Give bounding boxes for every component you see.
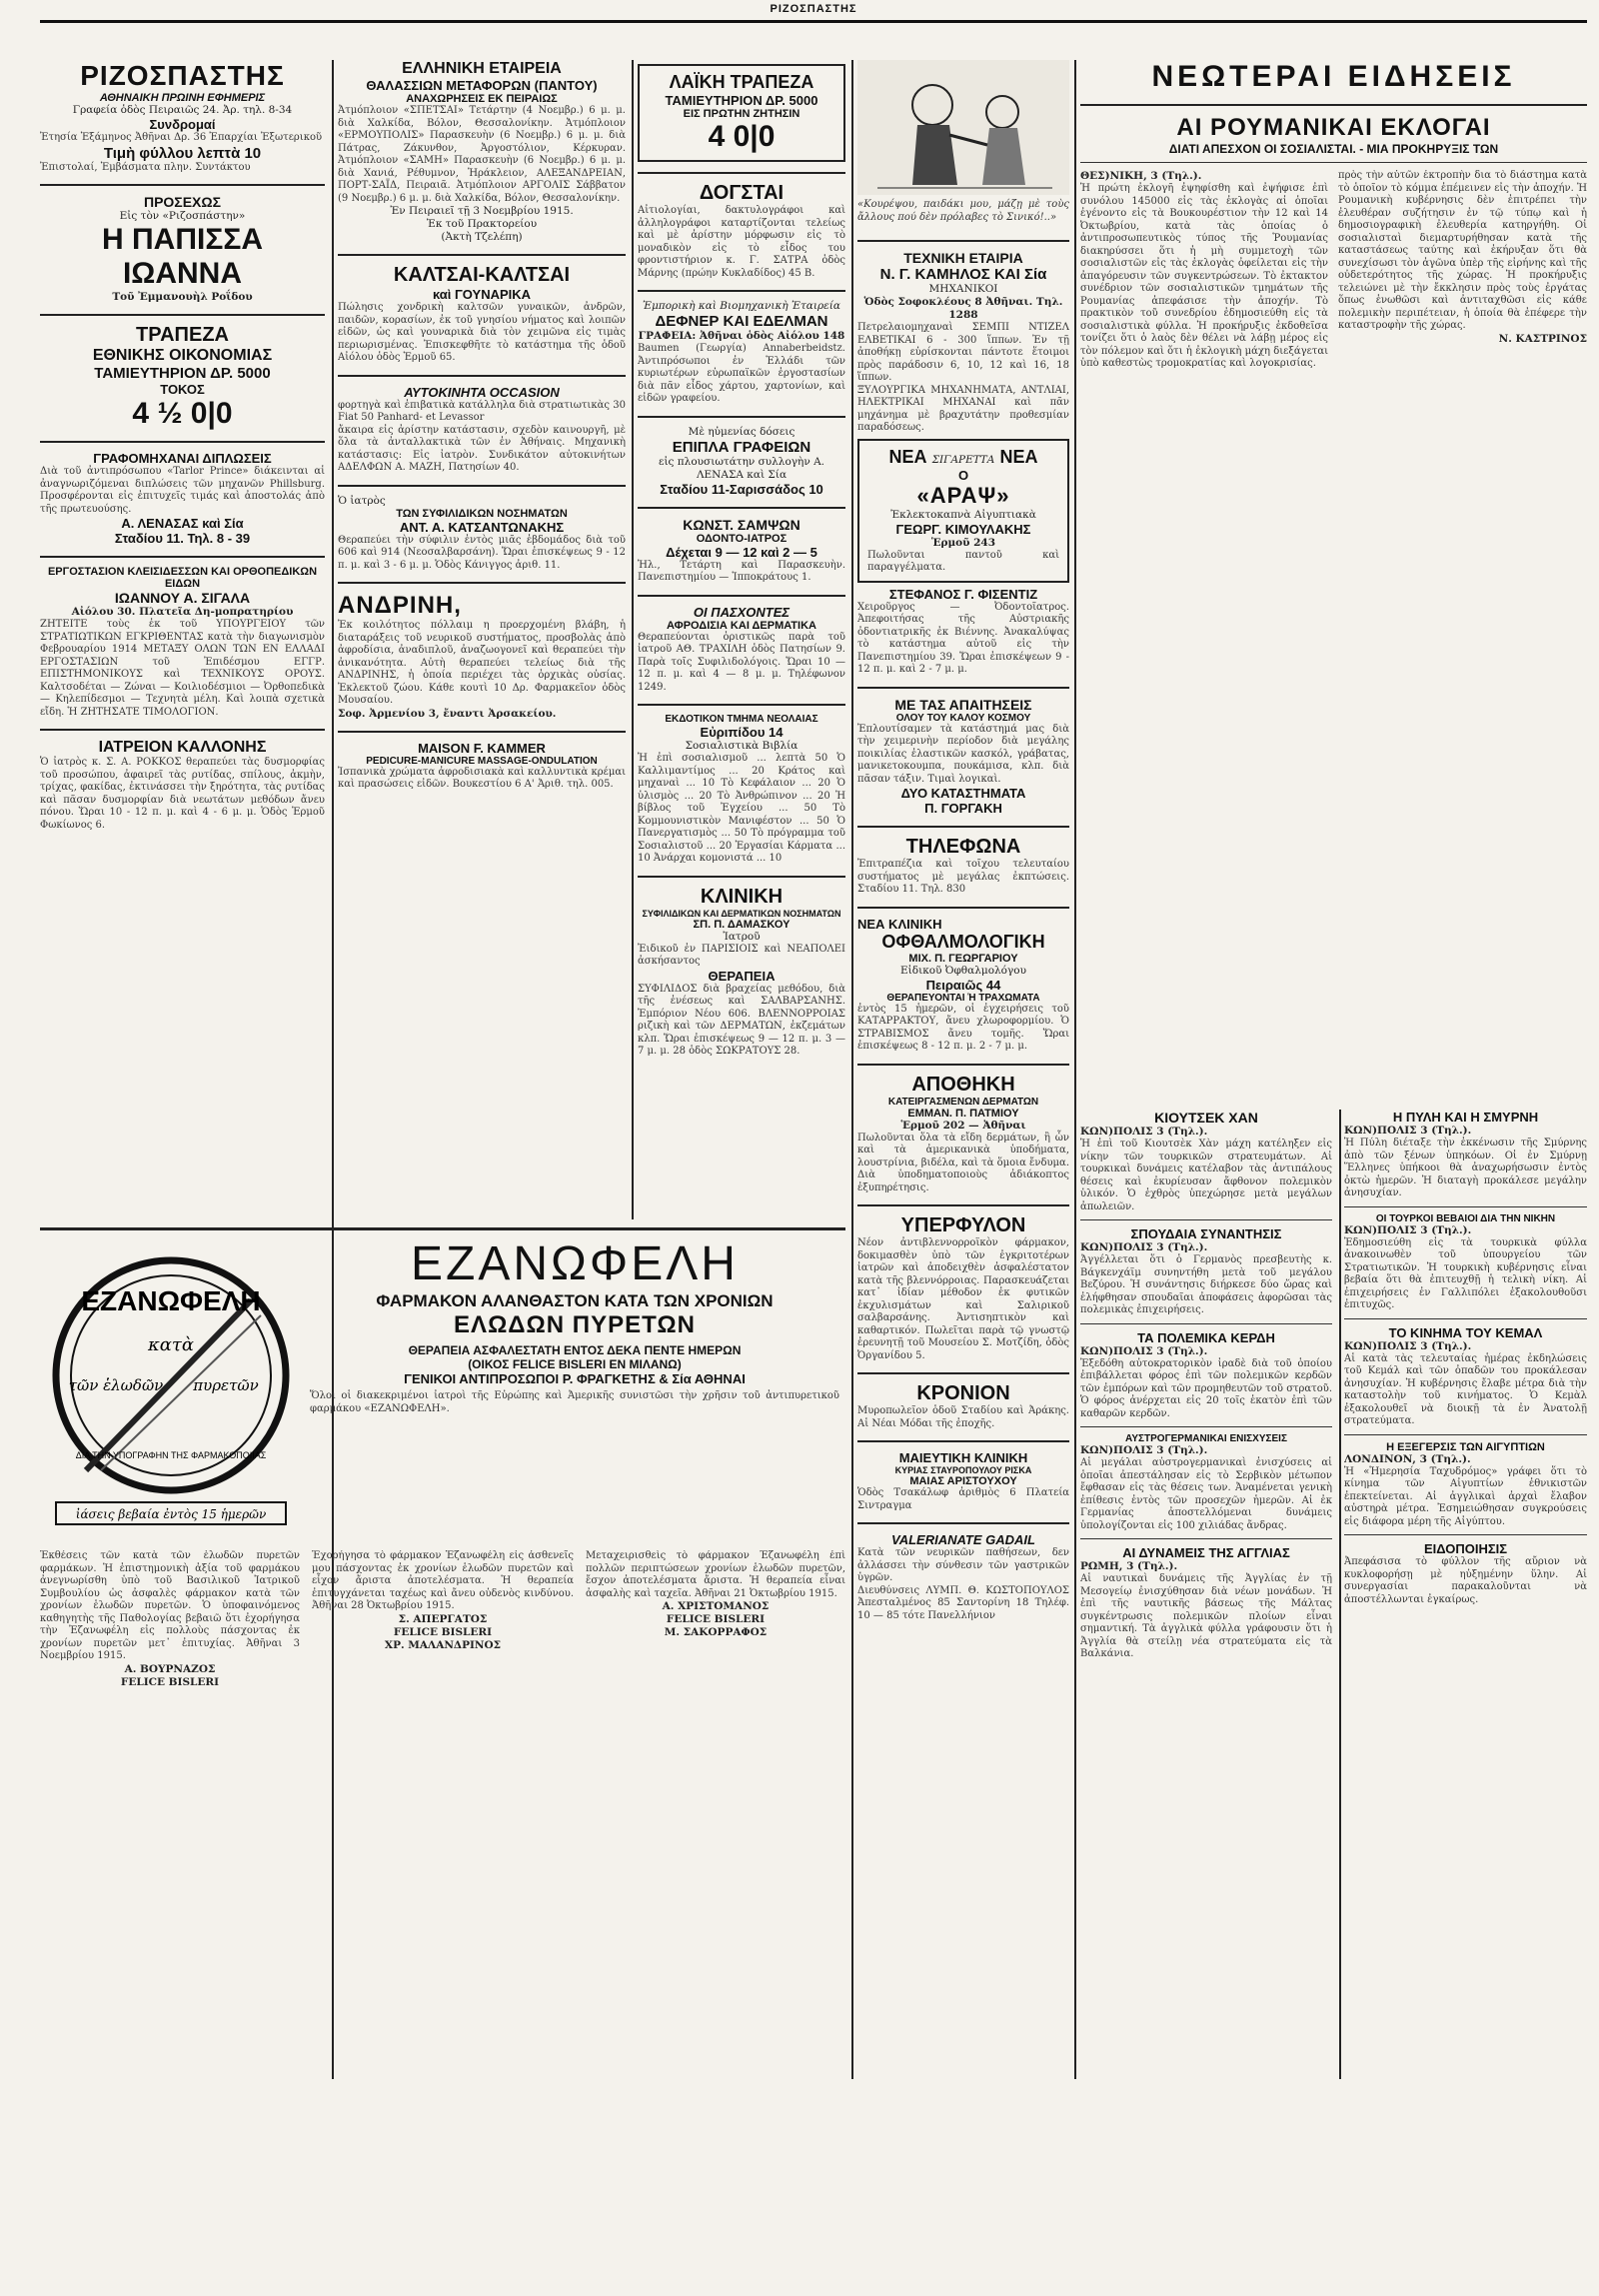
ortho-title: ΕΡΓΟΣΤΑΣΙΟΝ ΚΛΕΙΣΙΔΕΣΣΩΝ ΚΑΙ ΟΡΘΟΠΕΔΙΚΩΝ ΕΙΔΩΝ <box>47 566 318 590</box>
subscriptions-title: Συνδρομαί <box>149 117 216 132</box>
auto-text: φορτηγὰ καὶ ἐπιβατικὰ κατάλληλα διὰ στρατιωτικὰς 30 Fiat 50 Panhard- et Levassor <box>338 399 626 423</box>
column-3 <box>638 60 845 1219</box>
shoes-address: Ἑρμοῦ 202 — Ἀθῆναι <box>900 1119 1026 1132</box>
arapis-new: ΝΕΑ <box>888 446 927 467</box>
shipping-text: Ἀτμόπλοιον «ΣΠΕΤΣΑΙ» Τετάρτην (4 Νοεμβρ.) 6 μ. μ. διὰ Χαλκίδα, Βόλον, Θεσσαλονίκην. Ἀτμόπλοιον «ΕΡΜΟΥΠΟΛΙΣ» Παρασκευὴν (6 Νοεμβρ.) 6 μ. μ. διὰ Πάτρας, Ζάκυνθον, Ἀργοστόλιον, Κέρκυραν. Ἀτμόπλοιον «ΣΑΜΗ» Παρασκευὴν (6 Νοεμβρ.) 6 μ. μ. διὰ Χανιά, Ρέθυμνον, Ἡράκλειον, ΑΛΕΞΑΝΔΡΕΙΑΝ, ΠΟΡΤ-ΣΑΪΔ, Πειραιᾶ. Ἀτμόπλοιον ΑΡΓΟΛΙΣ Σάββατον (9 Νοεμβρ.) 6 μ. μ. διὰ Χαλκίδα, Βόλον, Θεσσαλονίκην. <box>338 105 626 204</box>
dentist-address: Ἡλ., Τετάρτη καὶ Παρασκευὴν. Πανεπιστημίου — Ἱπποκράτους 1. <box>638 559 845 583</box>
ezan-bottom-b-sign: Σ. ΑΠΕΡΓΑΤΟΣ <box>398 1612 488 1625</box>
eye-title: ΟΦΘΑΛΜΟΛΟΓΙΚΗ <box>881 931 1045 952</box>
ezan-line2: ΕΛΩΔΩΝ ΠΥΡΕΤΩΝ <box>454 1311 696 1338</box>
kiosk-text: Ἡ ἐπὶ τοῦ Κιουτσὲκ Χὰν μάχη κατέληξεν εἰς νίκην τῶν τουρκικῶν στρατευμάτων. Αἱ τουρκικαὶ δυνάμεις κατέλαβον τὰς ἀντιπάλους θέσεις καὶ ἐκυρίευσαν ἄφθονον πολεμικὸν ὑλικόν. Ὁ ἐχθρὸς ὑπεχώρησε μετὰ μεγάλων ἀπωλειῶν. <box>1080 1139 1332 1212</box>
column-1 <box>40 60 325 1219</box>
news-header: ΝΕΩΤΕΡΑΙ ΕΙΔΗΣΕΙΣ <box>1151 60 1516 93</box>
shoes-sub: ΚΑΤΕΙΡΓΑΣΜΕΝΩΝ ΔΕΡΜΑΤΩΝ <box>887 1096 1039 1108</box>
typewriters-text: Διὰ τοῦ ἀντιπρόσωπου «Tarlor Prince» διάκεινται αἱ ἀναγνωριζόμεναι διπλώσεις τῶν μηχανῶν Phillsburg. Προσφέρονται εἰς ἐπιτυχεῖς τιμάς καὶ ἀποστολάς ἀπὸ τῆς πρωτευούσης. <box>40 466 325 515</box>
books-sub: Εὐριπίδου 14 <box>700 725 784 740</box>
gate-text: Ἡ Πύλη διέταξε τὴν ἐκκένωσιν τῆς Σμύρνης ἀπὸ τῶν ξένων ὑπηκόων. Οἱ ἐν Σμύρνῃ Ἕλληνες ὑπήκοοι θὰ ἀναχωρήσωσιν ἐντὸς ὀκτὼ ἡμερῶν. Ἡ διαταγὴ προκάλεσε μεγάλην ἀνησυχίαν. <box>1344 1138 1587 1198</box>
phones-title: ΤΗΛΕΦΩΝΑ <box>905 836 1021 858</box>
price: Τιμὴ φύλλου λεπτὰ 10 <box>103 144 262 162</box>
shipping-sign: Ἐκ τοῦ Πρακτορείου <box>426 218 538 230</box>
main-article-left <box>1080 170 1328 1065</box>
powers-dateline: ΡΩΜΗ, 3 (Τηλ.). <box>1080 1560 1178 1572</box>
ezan-testimonial-c <box>586 1550 845 2020</box>
cartoon-image <box>857 60 1069 195</box>
kammer-sub: PEDICURE-MANICURE MASSAGE-ONDULATION <box>366 755 598 767</box>
demands-title: ΜΕ ΤΑΣ ΑΠΑΙΤΗΣΕΙΣ <box>894 696 1032 713</box>
notice-title: ΠΡΟΣΕΧΩΣ <box>143 194 222 210</box>
clinic-therapy: ΘΕΡΑΠΕΙΑ <box>708 968 776 984</box>
clinic-role: Ἰατροῦ <box>723 930 761 943</box>
kiosk-title: ΚΙΟΥΤΣΕΚ ΧΑΝ <box>1154 1110 1258 1126</box>
kammer-title: MAISON F. KAMMER <box>418 740 546 756</box>
novel-author: Τοῦ Ἐμμανουὴλ Ροΐδου <box>112 291 253 303</box>
bank-rate: 4 ½ 0|0 <box>132 397 233 430</box>
books-sub2: Σοσιαλιστικὰ Βιβλία <box>685 740 799 752</box>
ortho-text: ΖΗΤΕΙΤΕ τοὺς ἐκ τοῦ ΥΠΟΥΡΓΕΙΟΥ τῶν ΣΤΡΑΤΙΩΤΙΚΩΝ ΕΓΚΡΙΘΕΝΤΑΣ κατὰ τὴν διαγωνισμὸν Φεβρουαρίου 1914 ΜΕΤΑΞΥ ΟΛΩΝ ΤΩΝ ΕΝ ΕΛΛΑΔΙ ΕΡΓΟΣΤΑΣΙΩΝ τοῦ Ἐπιδέσμου ΕΓΓΡ. ΕΠΙΣΤΗΜΟΝΙΚΟΥΣ καὶ ΤΕΧΝΙΚΟΥΣ ΟΡΟΥΣ. Καλτσοδέται — Ζώναι — Κοιλιοδέσμιοι — Ὀρθοπεδικὰ — Κηλεπίδεσμοι — Τεχνητὰ μέλη. Καὶ λοιπὰ σχετικὰ εἴδη. Ἡ ΖΗΤΗΣΑΤΕ ΤΙΜΟΛΟΓΙΟΝ. <box>40 619 325 718</box>
price-note: Ἐπιστολαί, Ἐμβάσματα πλην. Συντάκτου <box>40 161 251 173</box>
clinic-doctor: ΣΠ. Π. ΔΑΜΑΣΚΟΥ <box>693 918 791 931</box>
powers-title: ΑΙ ΔΥΝΑΜΕΙΣ ΤΗΣ ΑΓΓΛΙΑΣ <box>1122 1545 1290 1560</box>
tech-text: Πετρελαιομηχαναὶ ΣΕΜΠΙ ΝΤΙΖΕΛ ΕΛΒΕΤΙΚΑΙ 6 - 300 ἵππων. Ἐν τῇ ἀποθήκῃ εὑρίσκονται πάντοτε ἕτοιμοι πρὸς παράδοσιν 6, 10, 12 καὶ 16, 18 ἵππων. <box>857 322 1069 383</box>
ezan-testimonial-b <box>312 1550 574 2020</box>
arapis-o: Ο <box>957 467 969 483</box>
egypt-text: Ἡ «Ἡμερησία Ταχυδρόμος» γράφει ὅτι τὸ κίνημα τῶν Αἰγυπτίων ἐθνικιστῶν ἐπεκτείνεται. Αἱ ἀγγλικαὶ ἀρχαὶ ἔλαβον αὐστηρὰ μέτρα. Ἐσημειώθησαν συγκρούσεις εἰς διάφορα μέρη τῆς Αἰγύπτου. <box>1344 1465 1587 1527</box>
sickness-title: Ὁ ἰατρὸς <box>338 494 386 507</box>
furniture-text: εἰς πλουσιωτάτην συλλογὴν Α. ΛΕΝΑΣΑ καὶ Σία <box>659 455 824 481</box>
tech-text2: ΞΥΛΟΥΡΓΙΚΑ ΜΗΧΑΝΗΜΑΤΑ, ΑΝΤΛΙΑΙ, ΗΛΕΚΤΡΙΚΑΙ ΜΗΧΑΝΑΙ καὶ πᾶν μηχάνημα μὲ βραχυτάτην προθεσμίαν παραδόσεως. <box>857 384 1069 433</box>
tech-address: Ὁδὸς Σοφοκλέους 8 Ἀθῆναι. Τηλ. 1288 <box>863 296 1063 321</box>
shipping-date: Ἐν Πειραιεῖ τῇ 3 Νοεμβρίου 1915. <box>390 205 574 217</box>
column-4 <box>857 60 1069 2079</box>
tech-name: Ν. Γ. ΚΑΜΗΛΟΣ ΚΑΙ Σία <box>879 266 1047 283</box>
phones-text: Ἐπιτραπέζια καὶ τοῖχου τελευταίου συστήματος μὲ μεγάλας ἐκπτώσεις. Σταδίου 11. Τηλ. 830 <box>857 859 1069 895</box>
meetings-text: Ἀγγέλλεται ὅτι ὁ Γερμανὸς πρεσβευτὴς κ. Βάγκενχάϊμ συνηντήθη μετὰ τοῦ μεγάλου Βεζύρου. Ἡ συνάντησις διήρκεσε δύο ὥρας καὶ ἐλήφθησαν σπουδαῖαι ἀποφάσεις ἀφορῶσαι τὰς πολεμικὰς ἐπιχειρήσεις. <box>1080 1254 1332 1315</box>
newspaper-page <box>40 0 1587 2296</box>
powers-text: Αἱ ναυτικαὶ δυνάμεις τῆς Ἀγγλίας ἐν τῇ Μεσογείῳ ἐνισχύθησαν διὰ νέων μονάδων. Ἡ ἐπὶ τῆς ναυτικῆς βάσεως τῆς Μάλτας συγκέντρωσις πολεμικῶν πλοίων εἶναι σημαντική. Τὰ ἀγγλικὰ φύλλα γράφουσιν ὅτι ἡ Ἀγγλία θὰ στείλῃ νέα στρατεύματα εἰς τὰ Βαλκάνια. <box>1080 1573 1332 1659</box>
paper-text: Baumen (Γεωργία) Annaberbeidstz. Ἀντιπρόσωποι ἐν Ἑλλάδι τῶν κυριωτέρων εὐρωπαϊκῶν ἐργοστασίων διὰ πᾶν εἶδος χάρτου, χαρτονίων, καὶ εἰδῶν γραφείου. <box>638 343 845 404</box>
austro-title: ΑΥΣΤΡΟΓΕΡΜΑΝΙΚΑΙ ΕΝΙΣΧΥΣΕΙΣ <box>1125 1433 1287 1444</box>
profits-title: ΤΑ ΠΟΛΕΜΙΚΑ ΚΕΡΔΗ <box>1137 1329 1275 1345</box>
arapis-new-2: ΝΕΑ <box>999 446 1038 467</box>
arapis-address: Ἑρμοῦ 243 <box>930 536 996 549</box>
turk-title: ΟΙ ΤΟΥΡΚΟΙ ΒΕΒΑΙΟΙ ΔΙΑ ΤΗΝ ΝΙΚΗΝ <box>1375 1212 1556 1224</box>
kronion-title: ΚΡΟΝΙΟΝ <box>916 1382 1010 1404</box>
dogstai-title: ΔΟΓΣΤΑΙ <box>699 182 785 204</box>
furniture-intro: Μὲ ηὐμενίας δόσεις <box>688 425 796 438</box>
bank-line: ΤΑΜΙΕΥΤΗΡΙΟΝ ΔΡ. 5000 <box>94 365 271 382</box>
maternity-doctor: ΜΑΙΑΣ ΑΡΙΣΤΟΥΧΟΥ <box>909 1475 1017 1487</box>
socks-text: Πώλησις χονδρικὴ καλτσῶν γυναικῶν, ἀνδρῶν, παιδῶν, κορασίων, ἐκ τοῦ γνησίου νήματος καὶ λοιπῶν εἰδῶν, ὡς καὶ γουναρικὰ διὰ τὸν χειμῶνα εἰς τιμὰς περιωρισμένας. Ἐπισκεφθῆτε τὸ κατάστημα τῆς ὁδοῦ Αἰόλου ὁδὸς Ἑρμοῦ 65. <box>338 302 626 363</box>
profits-dateline: ΚΩΝ)ΠΟΛΙΣ 3 (Τηλ.). <box>1080 1344 1208 1357</box>
ezan-logo-mid: κατὰ <box>147 1334 195 1355</box>
socks-sub: καὶ ΓΟΥΝΑΡΙΚΑ <box>432 287 532 302</box>
typewriters-phone: Σταδίου 11. Τηλ. 8 - 39 <box>114 531 251 546</box>
ezan-line5: ΓΕΝΙΚΟΙ ΑΝΤΙΠΡΟΣΩΠΟΙ Ρ. ΦΡΑΓΚΕΤΗΣ & Σία ΑΘΗΝΑΙ <box>404 1371 746 1386</box>
ezan-bottom-b-sign2: ΧΡ. ΜΑΛΑΝΔΡΙΝΟΣ <box>384 1638 502 1651</box>
notice-sub: Εἰς τὸν «Ριζοσπάστην» <box>119 210 246 222</box>
demands-sub: ΟΛΟΥ ΤΟΥ ΚΑΛΟΥ ΚΟΣΜΟΥ <box>895 712 1031 724</box>
column-5 <box>1080 60 1587 2079</box>
doctor-text: Ὁ ἰατρὸς κ. Σ. Α. ΡΟΚΚΟΣ θεραπεύει τὰς δυσμορφίας τοῦ προσώπου, ἀφαιρεῖ τὰς ρυτίδας, σπίλους, ἀκμὴν, τρίχας, φακίδας, ἐκτινάσσει τὴν ξηρότητα, τὰς ρυτίδας καὶ πᾶσαν δυσμορφίαν διὰ νεωτάτων μεθόδων ἄνευ πόνου. Ὥραι 10 - 12 π. μ. καὶ 4 - 6 μ. μ. Ὁδὸς Ἑρμοῦ Φωκίωνος 6. <box>40 757 325 831</box>
main-text-a: Ἡ πρώτη ἐκλογῆ ἐψηφίσθη καὶ ἐψήφισε ἐπὶ συνόλου 145000 εἰς τὰς ἐκλογὰς αἱ ὁποῖαι ἐγένοντο εἰς τὰ Βουκουρέστιον τὴν 12 καὶ 14 Ὀκτωβρίου, κατὰ τὰς ὁποίας ὁ ἀντιπροσωπευτικὸς τύπος τῆς Ῥουμανίας διακηρύσσει ὅτι ἡ μὴ συμμετοχὴ τῶν σοσιαλιστῶν εἰς τὰς ἐκλογὰς ὀφείλεται εἰς τὴν ἀπαγόρευσιν τῶν συγκεντρώσεων. Τὸ ἐκτακτον συνέδριον τῶν σοσιαλιστικῶν τμημάτων τῆς Ρουμανίας ἀπεφάσισε τὴν ἀποχήν. Τὸ πρακτικὸν τοῦ συνεδρίου ἐδημοσιεύθη εἰς τὰ σοσιαλιστικὰ φύλλα. Ἡ προκήρυξις ἐκδοθεῖσα τονίζει ὅτι ὁ λαὸς δὲν θέλει νὰ λάβῃ μέρος εἰς τὸν πόλεμον καὶ ὅτι ἡ ἐκλογικὴ μάχη διεξάγεται ὑπὸ καθεστὼς τρομοκρατίας καὶ λογοκρισίας. <box>1080 183 1328 369</box>
kronion-text: Μυροπωλεῖον ὁδοῦ Σταδίου καὶ Ἀράκης. Αἱ Νέαι Μόδαι τῆς ἐποχῆς. <box>857 1405 1069 1429</box>
tech-sub: ΜΗΧΑΝΙΚΟΙ <box>928 283 998 295</box>
tech-title: ΤΕΧΝΙΚΗ ΕΤΑΙΡΙΑ <box>903 250 1023 266</box>
shipping-title: ΕΛΛΗΝΙΚΗ ΕΤΑΙΡΕΙΑ <box>402 60 562 77</box>
subtitle: ΑΘΗΝΑΙΚΗ ΠΡΩΙΝΗ ΕΦΗΜΕΡΙΣ <box>99 92 266 104</box>
socks-title: ΚΑΛΤΣΑΙ-ΚΑΛΤΣΑΙ <box>393 264 571 286</box>
arapis-mid: ΣΙΓΑΡΕΤΤΑ <box>931 453 995 466</box>
news-left <box>1080 1110 1332 2069</box>
main-title: ΑΙ ΡΟΥΜΑΝΙΚΑΙ ΕΚΛΟΓΑΙ <box>1176 114 1491 141</box>
shoes-text: Πωλοῦνται ὅλα τὰ εἴδη δερμάτων, ἢ ὧν καὶ τὰ ἀμερικανικὰ ὑποδήματα, λουστρίνια, βιδέλα, καὶ τὰ ὅμοια ἔνδυμα. Διὰ ὑποδηματοποιοὺς ἀδιάκοπτος ἐξυπηρέτησις. <box>857 1132 1069 1193</box>
eye-address: Πειραιῶς 44 <box>925 977 1001 993</box>
dentist-name: ΣΤΕΦΑΝΟΣ Γ. ΦΙΣΕΝΤΙΖ <box>888 586 1038 602</box>
ezan-bisleri-c: FELICE BISLERI <box>666 1613 766 1625</box>
shoes-owner: ΕΜΜΑΝ. Π. ΠΑΤΜΙΟΥ <box>907 1107 1019 1120</box>
arapis-box <box>857 439 1069 583</box>
column-2 <box>338 60 626 1219</box>
column-rule <box>851 60 853 2079</box>
demands-stores: ΔΥΟ ΚΑΤΑΣΤΗΜΑΤΑ <box>900 786 1026 801</box>
column-rule <box>632 60 634 1219</box>
clinic-text2: ΣΥΦΙΛΙΔΟΣ διὰ βραχείας μεθόδου, διὰ τῆς ἐνέσεως καὶ ΣΑΛΒΑΡΣΑΝΗΣ. Ἐμπόριον Νέου 606. ΒΛΕΝΝΟΡΡΟΙΑΣ ριζικὴ καὶ τῶν ΔΕΡΜΑΤΩΝ, ἐκζεμάτων κλπ. Ὥραι ἐπισκέψεως 9 — 12 π. μ. 3 — 7 μ. μ. 28 ὁδὸς ΣΩΚΡΑΤΟΥΣ 28. <box>638 983 845 1057</box>
ezan-bottom-c-sign: Α. ΧΡΙΣΤΟΜΑΝΟΣ <box>662 1600 770 1612</box>
doctor-title: ΙΑΤΡΕΙΟΝ ΚΑΛΛΟΝΗΣ <box>98 739 267 756</box>
bank-sub: ΕΙΣ ΠΡΩΤΗΝ ΖΗΤΗΣΙΝ <box>683 108 800 120</box>
sickness-doctor: ΑΝΤ. Α. ΚΑΤΣΑΝΤΩΝΑΚΗΣ <box>399 519 565 535</box>
meetings-title: ΣΠΟΥΔΑΙΑ ΣΥΝΑΝΤΗΣΙΣ <box>1130 1226 1282 1241</box>
sickness-text: Θεραπεύει τὴν σύφιλιν ἐντὸς μιᾶς ἑβδομάδος διὰ τοῦ 606 καὶ 914 (Νεοσαλβαρσάνη). Ὥραι ἐπισκέψεως 9 - 12 π. μ. καὶ 3 - 6 μ. μ. Ὁδὸς Κάνιγγος ἀριθ. 11. <box>338 534 626 571</box>
top-strip: ΡΙΖΟΣΠΑΣΤΗΣ <box>40 0 1587 23</box>
val-text: Κατὰ τῶν νευρικῶν παθήσεων, δεν ἀλλάσσει τὴν σύνθεσιν τῶν γαστρικῶν ὑγρῶν. <box>857 1547 1069 1583</box>
ezan-bottom-c-sign2: Μ. ΣΑΚΟΡΡΑΦΟΣ <box>664 1626 768 1638</box>
hyper-text: Νέον ἀντιβλεννορροϊκὸν φάρμακον, δοκιμασθὲν ὑπὸ τῶν ἐγκριτοτέρων ἰατρῶν καὶ ἀποδειχθὲν ἀσφαλέστατον κατὰ τῆς βλεννόρροιας. Παρασκευάζεται κατ᾽ ἰδίαν μέθοδον ἐκ φυτικῶν ἐκχυλισμάτων καὶ Σαλιρικοῦ σαλβαρσάνης. Ἀντισηπτικὸν καὶ καθαρτικόν. Πωλεῖται παρὰ τῷ γνωστῷ ἐρευνητῇ τοῦ Μουσείου Σ. Μοτζίδη, ὁδὸς Ὀργανίδου 5. <box>857 1237 1069 1361</box>
ezan-testimonial-a <box>40 1550 300 2020</box>
eye-role: Εἰδικοῦ Ὀφθαλμολόγου <box>900 964 1026 977</box>
eye-text: ἐντὸς 15 ἡμερῶν, οἱ ἐγχειρήσεις τοῦ ΚΑΤΑΡΡΑΚΤΟΥ, ἄνευ χλωροφορμίου. Ὁ ΣΤΡΑΒΙΣΜΟΣ ἄνευ τομῆς. Ὥραι ἐπισκέψεως 8 - 12 π. μ. 2 - 7 μ. μ. <box>857 1003 1069 1052</box>
kiosk-dateline: ΚΩΝ)ΠΟΛΙΣ 3 (Τηλ.). <box>1080 1126 1208 1138</box>
main-article-right <box>1338 170 1587 1065</box>
kemal-title: ΤΟ ΚΙΝΗΜΑ ΤΟΥ ΚΕΜΑΛ <box>1388 1324 1543 1340</box>
ezan-bisleri-b: FELICE BISLERI <box>393 1625 493 1638</box>
egypt-title: Η ΕΞΕΓΕΡΣΙΣ ΤΩΝ ΑΙΓΥΠΤΙΩΝ <box>1386 1440 1545 1453</box>
demands-owner: Π. ΓΟΡΓΑΚΗ <box>924 801 1002 816</box>
column-rule <box>1074 60 1076 2079</box>
bank-rate: 4 0|0 <box>708 120 776 153</box>
sickness-name: ΤΩΝ ΣΥΦΙΛΙΔΙΚΩΝ ΝΟΣΗΜΑΤΩΝ <box>396 507 568 520</box>
kemal-text: Αἱ κατὰ τὰς τελευταίας ἡμέρας ἐκδηλώσεις τοῦ Κεμάλ καὶ τῶν ὀπαδῶν του προκάλεσαν ἀνησυχίαν. Ἡ κυβέρνησις ἔλαβε μέτρα διὰ τὴν καταστολὴν τοῦ κινήματος. Ὁ Κεμὰλ ἐξακολουθεῖ νὰ διοικῇ τὰ ἐν Ἀνατολῇ στρατεύματα. <box>1344 1352 1587 1426</box>
austro-text: Αἱ μεγάλαι αὐστρογερμανικαὶ ἐνισχύσεις αἱ ὁποῖαι ἀπεστάλησαν εἰς τὸ Σερβικὸν μέτωπον ἔφθασαν εἰς τὰς θέσεις των. Ἀναμένεται γενικὴ ἐπίθεσις ἐντὸς τῶν προσεχῶν ἡμερῶν. Αἱ ἐκ Γερμανίας ἀποστελλόμεναι δυνάμεις ὑπολογίζονται εἰς 100 χιλιάδας ἄνδρας. <box>1080 1457 1332 1531</box>
cartoon <box>857 60 1069 230</box>
ezan-logo-right: πυρετῶν <box>193 1376 259 1394</box>
gate-title: Η ΠΥΛΗ ΚΑΙ Η ΣΜΥΡΝΗ <box>1392 1110 1539 1125</box>
venereal-title: ΟΙ ΠΑΣΧΟΝΤΕΣ <box>693 604 791 620</box>
notices-text: Ἀπεφάσισα τὸ φύλλον τῆς αὔριον νὰ κυκλοφορήσῃ μὲ ηὐξημένην ὕλην. Αἱ συνεργασίαι παρακαλοῦνται νὰ ἀποστέλλωνται ἐγκαίρως. <box>1344 1556 1587 1605</box>
bank-title: ΛΑΪΚΗ ΤΡΑΠΕΖΑ <box>669 72 814 92</box>
address: Γραφεία ὁδὸς Πειραιῶς 24. Ἀρ. τηλ. 8-34 <box>72 104 293 116</box>
maternity-address: Ὁδὸς Τσακάλωφ ἀριθμὸς 6 Πλατεία Σιντραγμα <box>857 1487 1069 1511</box>
dentist-text: Χειροῦργος — Ὀδοντοῖατρος. Ἀπεφοιτήσας τῆς Αὐστριακῆς ὀδοντιατρικῆς ἐκ Βιέννης. Ἀνακαλύψας τὸ κατάστημα αὐτοῦ εἰς τὴν Πανεπιστημίου 39. Ὥραι ἐπισκέψεων 9 - 12 π. μ. καὶ 2 - 7 μ. μ. <box>857 601 1069 675</box>
news-right <box>1344 1110 1587 2069</box>
ezan-line1: ΦΑΡΜΑΚΟΝ ΑΛΑΝΘΑΣΤΟΝ ΚΑΤΑ ΤΩΝ ΧΡΟΝΙΩΝ <box>376 1291 774 1310</box>
dentist-hours: Δέχεται 9 — 12 καὶ 2 — 5 <box>666 544 817 560</box>
turk-dateline: ΚΩΝ)ΠΟΛΙΣ 3 (Τηλ.). <box>1344 1223 1472 1236</box>
ortho-name: ΙΩΑΝΝΟΥ Α. ΣΙΓΑΛΑ <box>114 590 251 606</box>
bank-box <box>638 64 845 162</box>
subscriptions: Ἐτησία Ἐξάμηνος Ἀθῆναι Δρ. 36 Ἐπαρχίαι Ἐξωτερικοῦ <box>40 132 323 143</box>
kammer-text: Ἰσπανικὰ χρώματα ἀφροδισιακὰ καὶ καλλυντικὰ κρέμαι καὶ πρασώσεις εἰδῶν. Βουκεστίου 6 Α' Ἀριθ. τηλ. 005. <box>338 766 626 790</box>
typewriters-address: Α. ΛΕΝΑΣΑΣ καὶ Σία <box>121 516 244 531</box>
profits-text: Ἐξεδόθη αὐτοκρατορικὸν ἰραδὲ διὰ τοῦ ὁποίου ἐπιβάλλεται φόρος ἐπὶ τῶν πολεμικῶν κερδῶν τῶν ἐμπόρων καὶ τῶν προμηθευτῶν τοῦ στρατοῦ. Ὁ φόρος ἀνέρχεται εἰς 20 τοῖς ἑκατὸν ἐπὶ τῶν καθαρῶν κερδῶν. <box>1080 1357 1332 1419</box>
ortho-address: Αἰόλου 30. Πλατεῖα Δη-μοπρατηρίου <box>71 606 294 618</box>
bank-title: ΤΡΑΠΕΖΑ <box>136 324 229 346</box>
main-sub: ΔΙΑΤΙ ΑΠΕΣΧΟΝ ΟΙ ΣΟΣΙΑΛΙΣΤΑΙ. - ΜΙΑ ΠΡΟΚΗΡΥΞΙΣ ΤΩΝ <box>1168 142 1499 156</box>
cartoon-caption: «Κουρέψου, παιδάκι μου, μάζῃ μὲ τοὺς ἄλλους πού δὲν πρόλαβες τὸ Σινικό!..» <box>857 199 1069 223</box>
egypt-dateline: ΛΟΝΔΙΝΟΝ, 3 (Τηλ.). <box>1344 1452 1471 1465</box>
ezan-bottom-c: Μεταχειρισθεὶς τὸ φάρμακον Ἐζανωφέλη ἐπὶ πολλῶν περιπτώσεων χρονίων ἑλωδῶν πυρετῶν, ἔσχον ἀποτελέσματα ἄριστα. Ἡ θεραπεία εἶναι ἀσφαλὴς καὶ ταχεῖα. Ἀθῆναι 21 Ὀκτωβρίου 1915. <box>586 1550 845 1599</box>
kemal-dateline: ΚΩΝ)ΠΟΛΙΣ 3 (Τηλ.). <box>1344 1339 1472 1352</box>
ezan-logo-bottom: ἰάσεις βεβαία ἐντὸς 15 ἡμερῶν <box>75 1507 267 1521</box>
meetings-dateline: ΚΩΝ)ΠΟΛΙΣ 3 (Τηλ.). <box>1080 1241 1208 1253</box>
austro-dateline: ΚΩΝ)ΠΟΛΙΣ 3 (Τηλ.). <box>1080 1444 1208 1456</box>
auto-title: ΑΥΤΟΚΙΝΗΤΑ OCCASION <box>404 384 560 400</box>
ezan-logo <box>46 1240 296 1540</box>
ezan-line3: ΘΕΡΑΠΕΙΑ ΑΣΦΑΛΕΣΤΑΤΗ ΕΝΤΟΣ ΔΕΚΑ ΠΕΝΤΕ ΗΜΕΡΩΝ <box>408 1343 742 1357</box>
paper-address: ΓΡΑΦΕΙΑ: Ἀθῆναι ὁδὸς Αἰόλου 148 <box>638 330 845 342</box>
books-list: Ἡ ἐπὶ σοσιαλισμοῦ ... λεπτὰ 50 Ὁ Καλλιμαντίμος ... 20 Κράτος καὶ μηχαναὶ ... 10 Τὸ Κεφάλαιον ... 20 Ὁ ὑλισμὸς ... 20 Τὸ Ἀνθρώπινον ... 20 Ἡ βίβλος τοῦ Ἐγχείου ... 50 Τὸ Κομμουνιστικὸν Μανιφέστον ... 50 Ὁ Πανεργατισμὸς ... 50 Τὸ πρόγραμμα τοῦ Σοσιαλιστοῦ ... 20 Ἐργασίαι Κάρματα ... 10 Ἀνάρχαι κομονιστά ... 10 <box>638 753 845 864</box>
clinic-sub: ΣΥΦΙΛΙΔΙΚΩΝ ΚΑΙ ΔΕΡΜΑΤΙΚΩΝ ΝΟΣΗΜΑΤΩΝ <box>642 908 841 919</box>
ezan-bisleri-a: FELICE BISLERI <box>120 1675 220 1688</box>
paper-sub: Ἐμπορικὴ καὶ Βιομηχανικὴ Ἐταιρεία <box>643 300 840 312</box>
ezan-line4: (ΟΙΚΟΣ FELICE BISLERI ΕΝ ΜΙΛΑΝΩ) <box>468 1357 682 1371</box>
shipping-departures: ΑΝΑΧΩΡΗΣΕΙΣ ΕΚ ΠΕΙΡΑΙΩΣ <box>406 93 558 105</box>
shoes-title: ΑΠΟΘΗΚΗ <box>911 1073 1015 1096</box>
ezan-logo-arc: ΔΙΑ ΤΗΝ ΥΠΟΓΡΑΦΗΝ ΤΗΣ ΦΑΡΜΑΚΟΠΟΙΙΑΣ <box>75 1450 267 1460</box>
turk-text: Ἐδημοσιεύθη εἰς τὰ τουρκικὰ φύλλα ἀνακοινωθὲν τοῦ ὑπουργείου τῶν Στρατιωτικῶν. Ἡ τουρκικὴ κυβέρνησις εἶναι βεβαία ὅτι θὰ ἐπιτευχθῇ ἡ τελικὴ νίκη. Αἱ ἐπιχειρήσεις ἐν Γαλλιπόλει ἐξακολουθοῦσι ἐπιτυχῶς. <box>1344 1236 1587 1310</box>
main-sign: Ν. ΚΑΣΤΡΙΝΟΣ <box>1498 332 1587 345</box>
clinic-text: Ἐιδικοῦ ἐν ΠΑΡΙΣΙΟΙΣ καὶ ΝΕΑΠΟΛΕΙ ἀσκήσαντος <box>638 943 845 967</box>
gate-dateline: ΚΩΝ)ΠΟΛΙΣ 3 (Τηλ.). <box>1344 1125 1472 1137</box>
val-address: Διευθύνσεις ΛΥΜΠ. Θ. ΚΩΣΤΟΠΟΥΛΟΣ Ἀπεσταλμένος 85 Σαντορίνη 18 Τηλέφ. 10 — 85 τότε Πανελλήνιον <box>857 1584 1069 1621</box>
novel-title: Η ΠΑΠΙΣΣΑ ΙΩΑΝΝΑ <box>101 223 263 290</box>
shipping-name: ΘΑΛΑΣΣΙΩΝ ΜΕΤΑΦΟΡΩΝ (ΠΑΝΤΟΥ) <box>366 78 598 93</box>
val-title: VALERIANATE GADAIL <box>891 1532 1035 1547</box>
andrini-address: Σοφ. Ἀρμενίου 3, ἔναντι Ἀρσακείου. <box>338 707 557 720</box>
furniture-address: Σταδίου 11-Σαρισσάδος 10 <box>660 481 823 497</box>
demands-text: Ἐπλουτίσαμεν τὰ κατάστημά μας διὰ τὴν χειμερινὴν περίοδον διὰ μεγάλης ποικιλίας ἐλαστικῶν κασκόλ, γράβατας, μανικετοκουμπα, πουκάμισα, κλπ. διὰ πᾶσαν τάξιν. Τιμαὶ λογικαὶ. <box>857 723 1069 785</box>
notices-title: ΕΙΔΟΠΟΙΗΣΙΣ <box>1423 1541 1508 1556</box>
maternity-sub: ΚΥΡΙΑΣ ΣΤΑΥΡΟΠΟΥΛΟΥ ΡΙΣΚΑ <box>894 1465 1032 1475</box>
ezan-bottom-a-sign: Α. ΒΟΥΡΝΑΖΟΣ <box>124 1662 216 1675</box>
ezan-intro: Ὅλοι οἱ διακεκριμένοι ἰατροὶ τῆς Εὐρώπης καὶ Ἀμερικῆς συνιστῶσι τὴν χρῆσιν τοῦ ἀντιπυρετικοῦ φαρμάκου «ΕΖΑΝΩΦΕΛΗ». <box>310 1390 839 1414</box>
books-title: ΕΚΔΟΤΙΚΟΝ ΤΜΗΜΑ ΝΕΟΛΑΙΑΣ <box>665 714 818 725</box>
ezan-headline <box>310 1236 839 1415</box>
dentist-sub: ΟΔΟΝΤΟ-ΙΑΤΡΟΣ <box>696 532 788 545</box>
paper-title: ΔΕΦΝΕΡ ΚΑΙ ΕΔΕΛΜΑΝ <box>655 313 828 330</box>
ezan-ad <box>40 1227 845 2030</box>
main-dateline: ΘΕΣ)ΝΙΚΗ, 3 (Τηλ.). <box>1080 170 1202 182</box>
eye-new: ΝΕΑ ΚΛΙΝΙΚΗ <box>857 916 942 932</box>
bank-name: ΕΘΝΙΚΗΣ ΟΙΚΟΝΟΜΙΑΣ <box>92 347 273 364</box>
shipping-sign2: (Ἀκτὴ Τζελέπη) <box>441 231 523 243</box>
ezan-logo-top: ΕΖΑΝΩΦΕΛΗ <box>81 1285 261 1316</box>
andrini-title: ΑΝΔΡΙΝΗ, <box>338 592 462 619</box>
venereal-sub: ΑΦΡΟΔΙΣΙΑ ΚΑΙ ΔΕΡΜΑΤΙΚΑ <box>667 619 816 632</box>
dentist-title: ΚΩΝΣΤ. ΣΑΜΨΩΝ <box>683 516 800 533</box>
ezan-bottom-b: Ἐχορήγησα τὸ φάρμακον Ἐζανωφέλη εἰς ἀσθενεῖς μου πάσχοντας ἐκ χρονίων ἑλωδῶν πυρετῶν καὶ εἶχον ἄριστα ἀποτελέσματα. Ἡ θεραπεία ἐπιτυγχάνεται ταχέως καὶ ἄνευ οὐδενὸς κινδύνου. Ἀθῆναι 28 Ὀκτωβρίου 1915. <box>312 1550 574 1611</box>
bank-line: ΤΑΜΙΕΥΤΗΡΙΟΝ ΔΡ. 5000 <box>665 93 818 108</box>
hyper-title: ΥΠΕΡΦΥΛΟΝ <box>900 1214 1026 1236</box>
auto-text2: ἄκαιρα εἰς ἀρίστην κατάστασιν, σχεδὸν καινουργῆ, μὲ ὅλα τὰ ἀνταλλακτικὰ τῶν ἐν Ἀθήναις. Μηχανικὴ κατάστασις: Εἰς ἰατρὸν. Συνδικάτον αὐτοκινήτων ΑΔΕΛΦΩΝ Α. ΜΑΖΗ, Πατησίων 40. <box>338 424 626 473</box>
ezan-logo-left: τῶν ἑλωδῶν <box>68 1376 164 1394</box>
eye-therapy: ΘΕΡΑΠΕΥΟΝΤΑΙ Ἡ ΤΡΑΧΩΜΑΤΑ <box>886 992 1040 1004</box>
eye-doctor: ΜΙΧ. Π. ΓΕΩΡΓΑΡΙΟΥ <box>908 952 1018 965</box>
maternity-title: ΜΑΙΕΥΤΙΚΗ ΚΛΙΝΙΚΗ <box>898 1450 1028 1465</box>
venereal-text: Θεραπεύονται ὁριστικῶς παρὰ τοῦ ἰατροῦ ΑΘ. ΤΡΑΧΙΛΗ ὁδὸς Πατησίων 9. Παρὰ τοῖς Συφιλιδολόγοις. Ὥραι 10 — 12 π. μ. καὶ 4 — 8 μ. μ. Τηλέφωνον 1249. <box>638 631 845 693</box>
bank-tokos: ΤΟΚΟΣ <box>160 382 205 397</box>
arapis-text: Πωλοῦνται παντοῦ καὶ παραγγέλματα. <box>867 549 1059 573</box>
clinic-title: ΚΛΙΝΙΚΗ <box>700 885 784 908</box>
andrini-text: Ἐκ κοιλότητος πόλλαιμ η προερχομένη βλάβη, ἡ διαταράξεις τοῦ νευρικοῦ συστήματος, προσβολὰς ἀπὸ ἀφροδίσια, ἀναδιπλοῦ, ἀναζωογονεῖ καὶ θεραπεύει τὴν ἀνικανότητα. Αὐτὴ θεραπεύει τελείως διὰ τῆς ΑΝΔΡΙΝΗΣ, ἡ ὁποία περιέχει τὰς ὀρχικὰς οὐσίας. Ἐκλεκτοῦ ζώου. Κάθε κουτὶ 10 Δρ. Φαρμακεῖον ὁδὸς Μουσαίου. <box>338 620 626 706</box>
main-text-b: πρὸς τὴν αὐτῶν ἐκτροπὴν δια τὸ διάστημα κατὰ τὸ ὁποῖον τὸ κόμμα ἐπέμεινεν εἰς τὴν ἀποχήν. Ἡ Ρουμανικὴ κυβέρνησις δὲν ἐπιτρέπει τὴν ἐλευθέραν συζήτησιν ἐν τῷ τύπῳ καὶ ἡ δημοσιογραφικὴ ἐλευθερία κατηργήθη. Οἱ σοσιαλισταὶ διεμαρτυρήθησαν κατὰ τῆς καταστάσεως ταύτης καὶ ἐκήρυξαν ὅτι θὰ συνεχίσωσι τὸν ἀγῶνα ὑπὲρ τῆς εἰρήνης καὶ τῆς οὐδετερότητος τῆς χώρας. Ἡ προκήρυξις τελειώνει μὲ τὴν ἔκκλησιν πρὸς τοὺς ἐργάτας ὅπως ἑνωθῶσι καὶ ἀντιταχθῶσι εἰς κάθε πολεμικὴν περιπέτειαν, ἡ ὁποία θὰ ἐπέφερε τὴν καταστροφὴν τῆς χώρας. <box>1338 170 1587 331</box>
arapis-name: «ΑΡΑΨ» <box>916 482 1010 508</box>
ezan-bottom-a: Ἐκθέσεις τῶν κατὰ τῶν ἑλωδῶν πυρετῶν φαρμάκων. Ἡ ἐπιστημονικὴ ἀξία τοῦ φαρμάκου ἀνεγνωρίσθη ὑπὸ τοῦ Βασιλικοῦ Ἰατρικοῦ Συμβουλίου ὡς ἀσφαλὲς φάρμακον κατὰ τῶν χρονίων ἑλωδῶν πυρετῶν. Ὁ ὑποφαινόμενος καθηγητὴς τῆς Παθολογίας βεβαιῶ ὅτι ἐχορήγησα τὴν Ἐζανωφέλη εἰς πολλοὺς πάσχοντας ἐκ χρονίων πυρετῶν μετ᾽ ἐπιτυχίας. Ἀθῆναι 3 Νοεμβρίου 1915. <box>40 1550 300 1661</box>
dogstai-text: Αἰτιολογίαι, δακτυλογράφοι καὶ ἀλληλογράφοι καταρτίζονται τελείως καὶ μὲ ἀρίστην μόρφωσιν εἰς τὸ μοναδικὸν εἰς τὸ εἶδος του φροντιστήριον κ. Γ. ΣΑΤΡΑ ὁδὸς Μάρνης (πρώην Κυκλαδίδος) 45 Β. <box>638 205 845 279</box>
arapis-sub: Ἐκλεκτοκαπνὰ Αἰγυπτιακὰ <box>890 508 1036 521</box>
ezan-title: ΕΖΑΝΩΦΕΛΗ <box>411 1237 739 1290</box>
typewriters-title: ΓΡΑΦΟΜΗΧΑΝΑΙ ΔΙΠΛΩΣΕΙΣ <box>93 451 272 466</box>
furniture-title: ΕΠΙΠΛΑ ΓΡΑΦΕΙΩΝ <box>672 438 811 456</box>
masthead: ΡΙΖΟΣΠΑΣΤΗΣ <box>80 60 285 91</box>
arapis-maker: ΓΕΩΡΓ. ΚΙΜΟΥΛΑΚΗΣ <box>895 521 1031 537</box>
